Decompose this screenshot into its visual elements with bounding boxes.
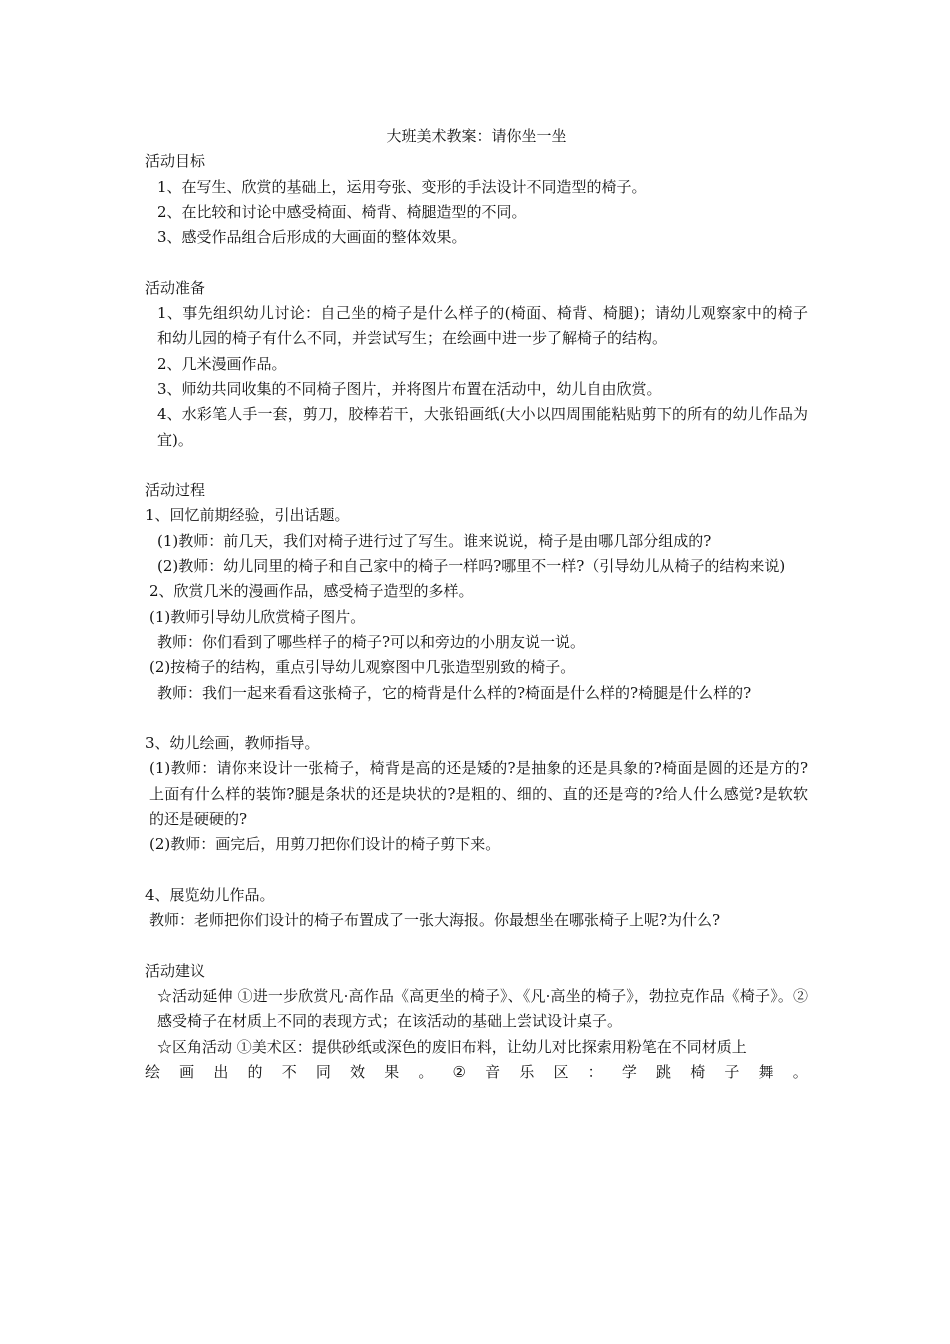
process-substep: (1)教师：请你来设计一张椅子，椅背是高的还是矮的?是抽象的还是具象的?椅面是圆的还是方的?上面有什么样的装饰?腿是条状的还是块状的?是粗的、细的、直的还是弯的?给人什么感觉?是软软的还是硬硬的?	[149, 759, 808, 829]
spread-char: 学	[621, 1062, 637, 1081]
goal-item: 3、感受作品组合后形成的大画面的整体效果。	[157, 228, 467, 247]
spread-char: 同	[315, 1062, 331, 1081]
preparation-item: 2、几米漫画作品。	[157, 354, 287, 373]
spacer	[145, 934, 808, 959]
spread-char: 乐	[519, 1062, 535, 1081]
section-heading-preparation: 活动准备	[145, 278, 206, 297]
process-substep: (2)教师：幼儿同里的椅子和自己家中的椅子一样吗?哪里不一样?（引导幼儿从椅子的结构来说)	[157, 557, 786, 576]
process-step: 1、回忆前期经验，引出话题。	[145, 506, 350, 525]
spread-char: 。	[792, 1062, 808, 1081]
spread-char: 。	[418, 1062, 434, 1081]
spacer	[145, 858, 808, 883]
suggestion-extension: ☆活动延伸 ①进一步欣赏凡·高作品《高更坐的椅子》、《凡·高坐的椅子》，勃拉克作品《椅子》。②感受椅子在材质上不同的表现方式；在该活动的基础上尝试设计桌子。	[157, 987, 808, 1031]
document-page	[145, 124, 808, 1085]
suggestion-area: ☆区角活动 ①美术区：提供砂纸或深色的废旧布料，让幼儿对比探索用粉笔在不同材质上	[157, 1037, 747, 1056]
spread-char: 果	[384, 1062, 400, 1081]
preparation-item: 4、水彩笔人手一套，剪刀，胶棒若干，大张铅画纸(大小以四周围能粘贴剪下的所有的幼儿作品为宜)。	[157, 405, 808, 449]
process-substep: (2)教师：画完后，用剪刀把你们设计的椅子剪下来。	[149, 835, 501, 854]
process-substep: (1)教师引导幼儿欣赏椅子图片。	[149, 607, 366, 626]
spacer	[145, 706, 808, 731]
spread-char: 出	[213, 1062, 229, 1081]
goal-item: 1、在写生、欣赏的基础上，运用夸张、变形的手法设计不同造型的椅子。	[157, 177, 647, 196]
spread-char: ：	[587, 1062, 603, 1081]
process-step: 4、展览幼儿作品。	[145, 885, 275, 904]
process-substep: (1)教师：前几天，我们对椅子进行过了写生。谁来说说，椅子是由哪几部分组成的?	[157, 531, 712, 550]
document-title: 大班美术教案：请你坐一坐	[386, 127, 567, 145]
process-step: 2、欣赏几米的漫画作品，感受椅子造型的多样。	[149, 582, 474, 601]
section-heading-process: 活动过程	[145, 481, 206, 500]
process-step: 3、幼儿绘画，教师指导。	[145, 734, 320, 753]
spread-char: 椅	[690, 1062, 706, 1081]
preparation-item: 3、师幼共同收集的不同椅子图片，并将图片布置在活动中，幼儿自由欣赏。	[157, 379, 662, 398]
suggestion-area-continued	[145, 1060, 808, 1085]
process-substep: (2)按椅子的结构，重点引导幼儿观察图中几张造型别致的椅子。	[149, 658, 576, 677]
spread-char: 效	[350, 1062, 366, 1081]
spread-char: 音	[485, 1062, 501, 1081]
spread-char: 跳	[656, 1062, 672, 1081]
spread-char: 的	[247, 1062, 263, 1081]
spread-char: ②	[452, 1062, 466, 1081]
preparation-item: 1、事先组织幼儿讨论：自己坐的椅子是什么样子的(椅面、椅背、椅腿)；请幼儿观察家中的椅子和幼儿园的椅子有什么不同，并尝试写生；在绘画中进一步了解椅子的结构。	[157, 304, 808, 348]
teacher-line: 教师：你们看到了哪些样子的椅子?可以和旁边的小朋友说一说。	[157, 632, 586, 651]
spread-char: 画	[179, 1062, 195, 1081]
spread-char: 舞	[758, 1062, 774, 1081]
spacer	[145, 250, 808, 275]
teacher-line: 教师：我们一起来看看这张椅子，它的椅背是什么样的?椅面是什么样的?椅腿是什么样的?	[157, 683, 752, 702]
spread-char: 绘	[145, 1062, 161, 1081]
spread-char: 子	[724, 1062, 740, 1081]
section-heading-goals: 活动目标	[145, 152, 206, 171]
section-heading-suggestions: 活动建议	[145, 961, 206, 980]
goal-item: 2、在比较和讨论中感受椅面、椅背、椅腿造型的不同。	[157, 202, 527, 221]
spread-char: 不	[281, 1062, 297, 1081]
spread-char: 区	[553, 1062, 569, 1081]
teacher-line: 教师：老师把你们设计的椅子布置成了一张大海报。你最想坐在哪张椅子上呢?为什么?	[149, 911, 721, 930]
spacer	[145, 453, 808, 478]
